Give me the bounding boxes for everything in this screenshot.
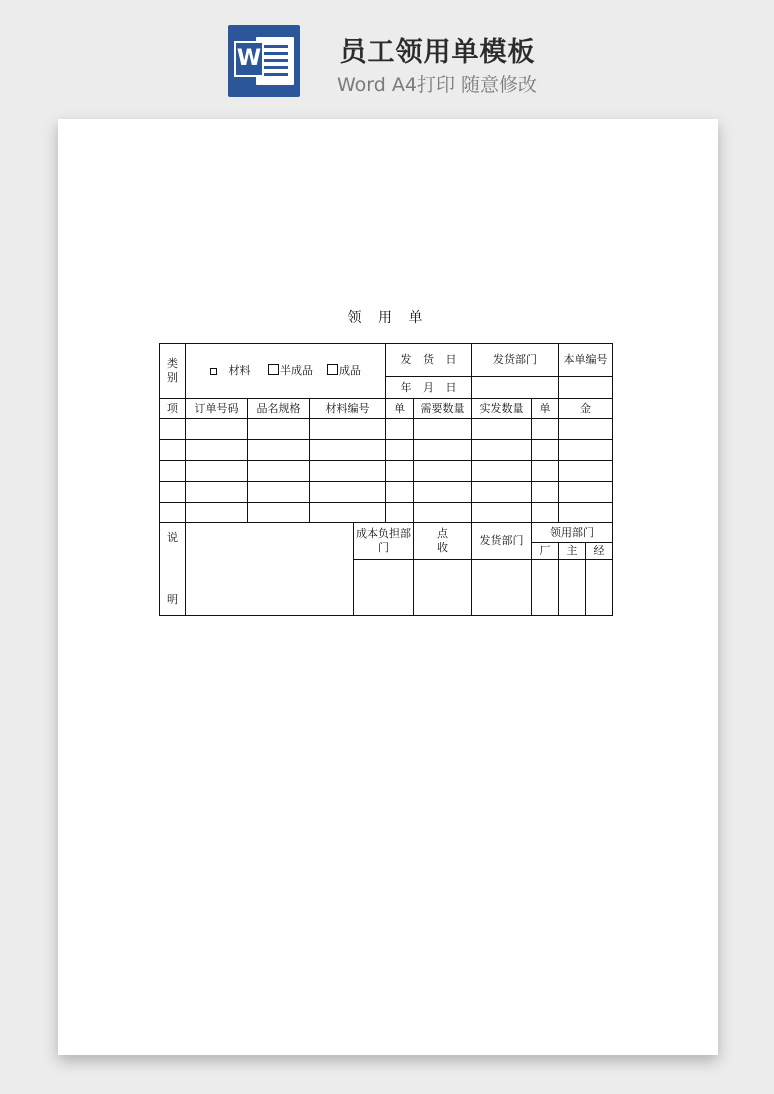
cost-dept-value[interactable] (354, 560, 414, 616)
col-order-no: 订单号码 (186, 399, 248, 419)
note-label-top: 说 (167, 531, 178, 544)
word-icon (228, 25, 300, 97)
col-unit: 单 (386, 399, 414, 419)
ship-dept-value-2[interactable] (472, 560, 532, 616)
sign-supervisor: 主 (559, 543, 586, 560)
note-field[interactable] (186, 523, 354, 616)
check-receive-value[interactable] (414, 560, 472, 616)
sign-factory: 厂 (532, 543, 559, 560)
checkbox-semi[interactable] (268, 364, 279, 375)
checkbox-material[interactable] (210, 368, 217, 375)
sign-factory-value[interactable] (532, 560, 559, 616)
col-material-no: 材料编号 (310, 399, 386, 419)
table-row (160, 419, 613, 440)
note-label (160, 523, 186, 616)
col-spec: 品名规格 (248, 399, 310, 419)
table-row (160, 461, 613, 482)
checkbox-finished[interactable] (327, 364, 338, 375)
col-amount: 金 (559, 399, 613, 419)
option-semi: 半成品 (279, 364, 313, 377)
form-title: 领 用 单 (347, 310, 429, 326)
w-letter: W (234, 41, 264, 77)
ship-dept-label: 发货部门 (472, 344, 559, 377)
document-page (58, 119, 718, 1055)
check-receive-label: 点 收 (414, 523, 472, 560)
table-row (160, 440, 613, 461)
option-material: 材料 (228, 364, 251, 377)
doc-number-label: 本单编号 (559, 344, 613, 377)
category-label: 类 别 (160, 344, 186, 399)
ship-dept-value[interactable] (472, 377, 559, 399)
col-required-qty: 需要数量 (414, 399, 472, 419)
cost-dept-label: 成本负担部门 (354, 523, 414, 560)
table-row (160, 482, 613, 503)
table-row (160, 503, 613, 523)
requisition-table (159, 343, 613, 616)
category-options (186, 344, 386, 399)
col-actual-qty: 实发数量 (472, 399, 532, 419)
sign-supervisor-value[interactable] (559, 560, 586, 616)
date-units: 年 月 日 (386, 377, 472, 399)
col-item: 项 (160, 399, 186, 419)
ship-date-label: 发 货 日 (386, 344, 472, 377)
sign-manager-value[interactable] (586, 560, 613, 616)
col-price: 单 (532, 399, 559, 419)
page-subtitle: Word A4打印 随意修改 (336, 74, 537, 96)
option-finished: 成品 (338, 364, 361, 377)
ship-dept-label-2: 发货部门 (472, 523, 532, 560)
doc-number-value[interactable] (559, 377, 613, 399)
header (0, 0, 774, 110)
receive-dept-label: 领用部门 (532, 523, 613, 543)
sign-manager: 经 (586, 543, 613, 560)
note-label-bottom: 明 (167, 593, 178, 606)
page-title: 员工领用单模板 (339, 37, 536, 68)
